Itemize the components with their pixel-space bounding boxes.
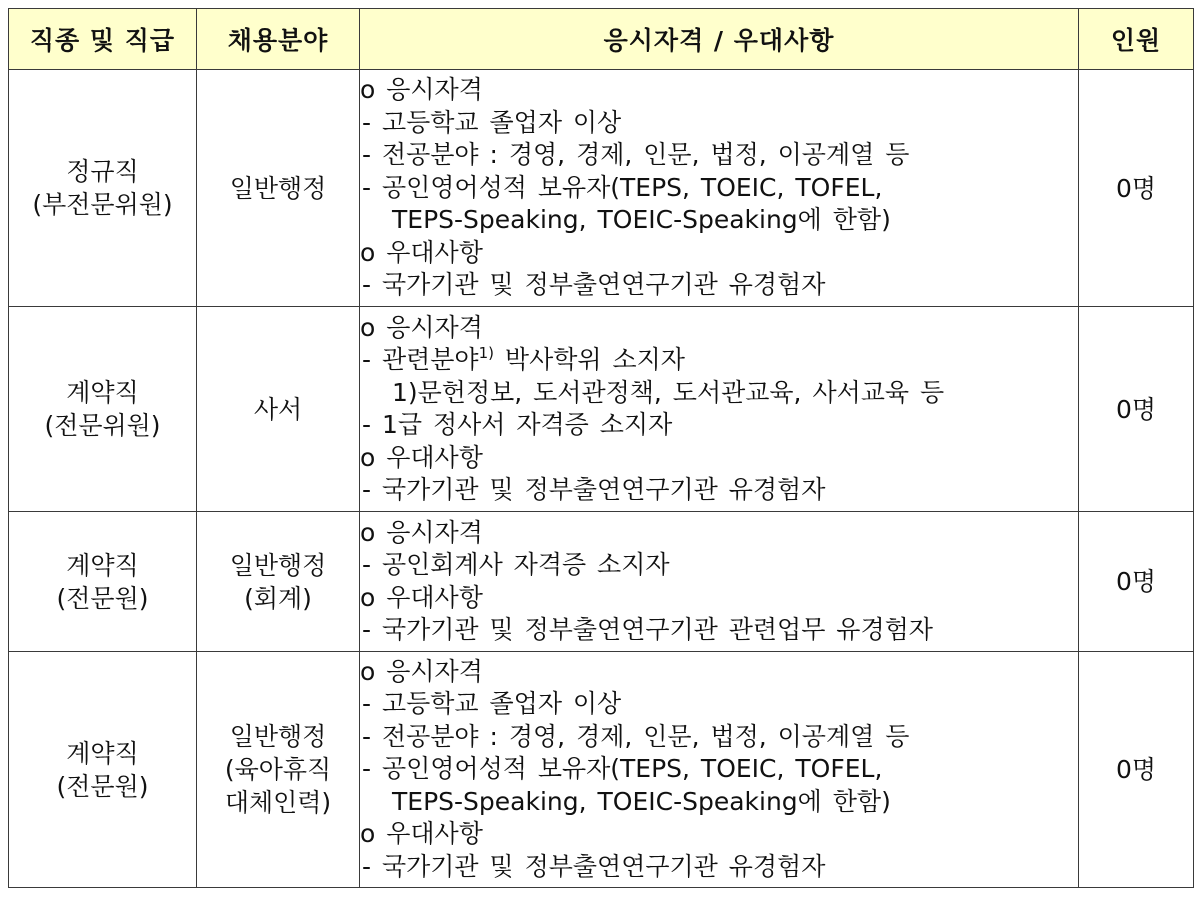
requirement-item [360, 786, 1078, 819]
requirement-heading [360, 442, 1078, 475]
requirement-text: - 국가기관 및 정부출연연구기관 유경험자 [362, 475, 826, 504]
table-row [9, 307, 1194, 512]
requirement-item [360, 474, 1078, 507]
requirement-heading [360, 74, 1078, 107]
requirement-item [360, 753, 1078, 786]
field-cell [197, 70, 360, 307]
requirement-text: - 고등학교 졸업자 이상 [362, 107, 622, 137]
requirement-text: - 공인회계사 자격증 소지자 [362, 550, 670, 579]
recruitment-table [8, 8, 1194, 888]
field-cell-line: 대체인력) [224, 788, 332, 817]
requirement-heading [360, 312, 1078, 345]
requirement-heading [360, 656, 1078, 689]
requirement-text-continued: 박사학위 소지자 [493, 345, 685, 374]
position-cell-line: 정규직 [66, 157, 139, 186]
field-cell [197, 512, 360, 652]
position-cell [9, 307, 197, 512]
field-cell [197, 307, 360, 512]
table-row [9, 512, 1194, 652]
position-cell-line: 계약직 [66, 378, 139, 407]
requirement-heading [360, 582, 1078, 615]
requirements-cell [360, 70, 1079, 307]
field-cell-line: 일반행정 [229, 722, 327, 751]
field-cell-line: 사서 [253, 394, 303, 424]
table-body [9, 70, 1194, 888]
requirements-cell [360, 512, 1079, 652]
requirement-text: - 국가기관 및 정부출연연구기관 관련업무 유경험자 [362, 615, 933, 644]
requirement-text: TEPS-Speaking, TOEIC-Speaking에 한함) [392, 205, 891, 235]
requirement-text: - 고등학교 졸업자 이상 [362, 689, 622, 719]
requirement-text: o 우대사항 [360, 237, 483, 267]
requirement-item [360, 269, 1078, 302]
requirement-item [360, 139, 1078, 172]
requirement-text: o 우대사항 [360, 819, 483, 849]
requirement-text: o 우대사항 [360, 582, 483, 612]
requirement-heading [360, 818, 1078, 851]
table-row [9, 70, 1194, 307]
requirement-item [360, 344, 1078, 377]
requirement-item [360, 107, 1078, 140]
requirement-item [360, 172, 1078, 205]
field-cell-line: (회계) [244, 583, 312, 613]
requirement-heading [360, 517, 1078, 550]
requirement-item [360, 614, 1078, 647]
requirement-item [360, 409, 1078, 442]
requirement-item [360, 377, 1078, 410]
requirement-item [360, 549, 1078, 582]
requirement-heading [360, 237, 1078, 270]
requirement-text: - 국가기관 및 정부출연연구기관 유경험자 [362, 270, 826, 300]
requirement-text: - 국가기관 및 정부출연연구기관 유경험자 [362, 851, 826, 881]
position-cell-line: (전문원) [56, 771, 149, 801]
requirement-text: - 전공분야 : 경영, 경제, 인문, 법정, 이공계열 등 [362, 140, 910, 170]
requirement-item [360, 688, 1078, 721]
count-cell: 0명 [1079, 652, 1194, 888]
count-cell: 0명 [1079, 70, 1194, 307]
field-cell-line: (육아휴직 [224, 755, 332, 784]
requirement-text: o 우대사항 [360, 442, 483, 472]
requirement-text: - 전공분야 : 경영, 경제, 인문, 법정, 이공계열 등 [362, 721, 910, 751]
position-cell-line: 계약직 [66, 550, 139, 580]
requirement-text: - 관련분야 [362, 345, 479, 374]
requirement-text: - 1급 정사서 자격증 소지자 [362, 410, 673, 439]
header-position: 직종 및 직급 [9, 9, 197, 70]
position-cell-line: (부전문위원) [32, 190, 173, 219]
position-cell [9, 70, 197, 307]
position-cell-line: (전문원) [56, 583, 149, 613]
requirement-item [360, 721, 1078, 754]
header-field: 채용분야 [197, 9, 360, 70]
requirement-text: TEPS-Speaking, TOEIC-Speaking에 한함) [392, 786, 891, 816]
requirement-text: o 응시자격 [360, 75, 483, 105]
requirements-cell [360, 307, 1079, 512]
requirement-text: o 응시자격 [360, 656, 483, 686]
requirement-text: - 공인영어성적 보유자(TEPS, TOEIC, TOFEL, [362, 754, 883, 784]
count-cell: 0명 [1079, 512, 1194, 652]
requirement-item [360, 851, 1078, 884]
position-cell [9, 512, 197, 652]
table-header-row [9, 9, 1194, 70]
requirement-text: 1)문헌정보, 도서관정책, 도서관교육, 사서교육 등 [392, 377, 945, 407]
requirement-text: - 공인영어성적 보유자(TEPS, TOEIC, TOFEL, [362, 172, 883, 202]
table-row [9, 652, 1194, 888]
requirement-text: o 응시자격 [360, 312, 483, 342]
footnote-marker: 1) [478, 344, 494, 362]
field-cell [197, 652, 360, 888]
position-cell-line: 계약직 [66, 738, 139, 768]
requirement-item [360, 204, 1078, 237]
position-cell-line: (전문위원) [44, 411, 161, 440]
count-cell: 0명 [1079, 307, 1194, 512]
requirements-cell [360, 652, 1079, 888]
field-cell-line: 일반행정 [229, 550, 327, 580]
field-cell-line: 일반행정 [229, 173, 327, 203]
position-cell [9, 652, 197, 888]
header-count: 인원 [1079, 9, 1194, 70]
requirement-text: o 응시자격 [360, 517, 483, 547]
header-requirements: 응시자격 / 우대사항 [360, 9, 1079, 70]
